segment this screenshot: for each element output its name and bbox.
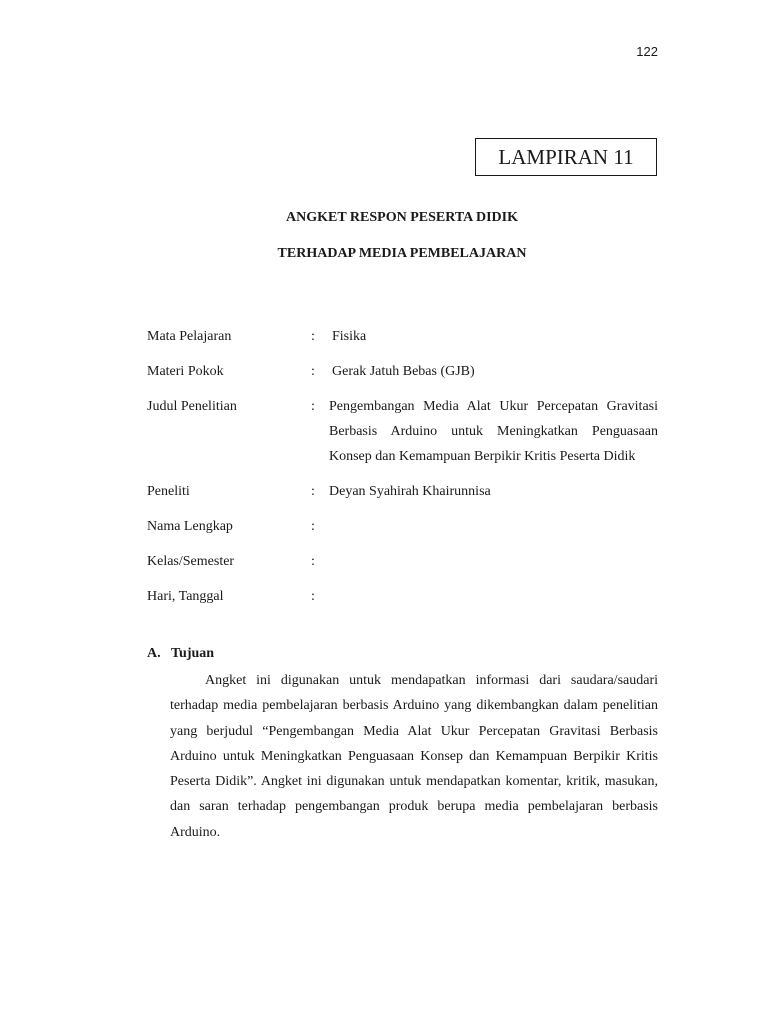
info-value-blank bbox=[329, 514, 658, 539]
info-value: Gerak Jatuh Bebas (GJB) bbox=[332, 364, 475, 379]
info-colon: : bbox=[311, 519, 315, 534]
info-colon: : bbox=[311, 484, 315, 499]
info-value-blank bbox=[329, 584, 658, 609]
document-title-line-1: ANGKET RESPON PESERTA DIDIK bbox=[286, 210, 518, 225]
info-row-materi-pokok bbox=[147, 359, 658, 384]
info-label: Hari, Tanggal bbox=[147, 589, 224, 604]
lampiran-label-box bbox=[475, 138, 657, 176]
info-value: Pengembangan Media Alat Ukur Percepatan Gravitasi Berbasis Arduino untuk Meningkatkan Penguasaan Konsep dan Kemampuan Berpikir Kritis Peserta Didik bbox=[329, 399, 658, 464]
info-label: Materi Pokok bbox=[147, 364, 224, 379]
identity-table bbox=[147, 324, 658, 619]
info-row-peneliti bbox=[147, 479, 658, 504]
info-colon: : bbox=[311, 364, 315, 379]
info-row-kelas-semester bbox=[147, 549, 658, 574]
info-colon: : bbox=[311, 554, 315, 569]
info-row-hari-tanggal bbox=[147, 584, 658, 609]
info-colon: : bbox=[311, 589, 315, 604]
info-row-mata-pelajaran bbox=[147, 324, 658, 349]
info-colon: : bbox=[311, 329, 315, 344]
info-label: Kelas/Semester bbox=[147, 554, 235, 569]
info-label: Judul Penelitian bbox=[147, 399, 237, 414]
info-value-blank bbox=[329, 549, 658, 574]
info-colon: : bbox=[311, 399, 315, 414]
info-value: Fisika bbox=[332, 329, 367, 344]
info-label: Mata Pelajaran bbox=[147, 329, 232, 344]
page-number: 122 bbox=[636, 44, 658, 59]
section-heading bbox=[147, 644, 658, 664]
section-tujuan bbox=[147, 644, 658, 859]
info-label: Peneliti bbox=[147, 484, 190, 499]
info-row-nama-lengkap bbox=[147, 514, 658, 539]
lampiran-label: LAMPIRAN 11 bbox=[498, 144, 634, 169]
section-title: Tujuan bbox=[171, 646, 215, 661]
info-label: Nama Lengkap bbox=[147, 519, 233, 534]
info-row-judul-penelitian bbox=[147, 394, 658, 469]
info-value: Deyan Syahirah Khairunnisa bbox=[329, 484, 491, 499]
section-paragraph: Angket ini digunakan untuk mendapatkan informasi dari saudara/saudari terhadap media pembelajaran berbasis Arduino yang dikembangkan dalam penelitian yang berjudul “Pengembangan Media Alat Ukur Percepatan Gravitasi Berbasis Arduino untuk Meningkatkan Penguasaan Konsep dan Kemampuan Berpikir Kritis Peserta Didik”. Angket ini digunakan untuk mendapatkan komentar, kritik, masukan, dan saran terhadap pengembangan produk berupa media pembelajaran berbasis Arduino. bbox=[170, 673, 658, 840]
document-title-line-2: TERHADAP MEDIA PEMBELAJARAN bbox=[277, 246, 527, 261]
section-letter: A. bbox=[147, 646, 161, 661]
